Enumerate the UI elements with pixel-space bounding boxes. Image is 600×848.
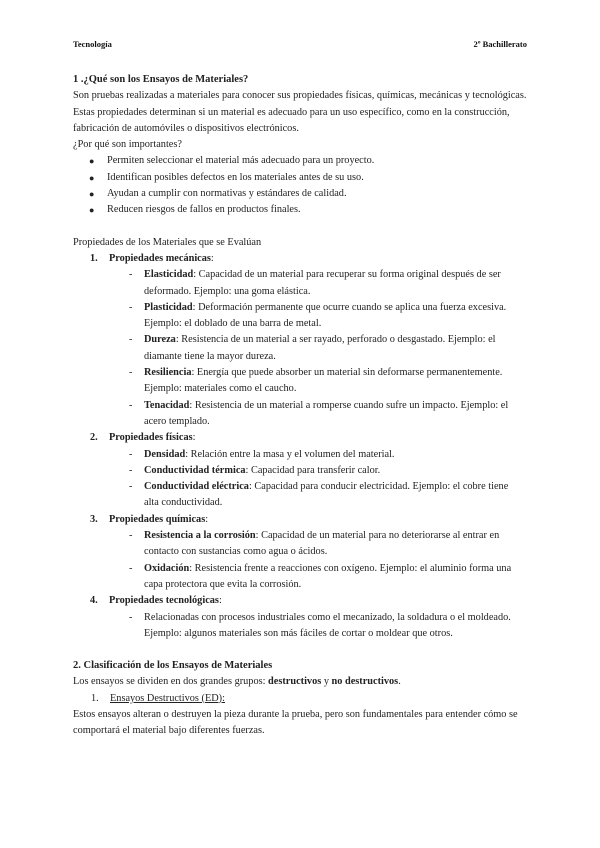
destructive-desc-line: Estos ensayos alteran o destruyen la pieza durante la prueba, pero son fundamentales para entender cómo se [73, 708, 518, 720]
document-body [73, 72, 533, 740]
property-item: - Relacionadas con procesos industriales como el mecanizado, la soldadura o el moldeado. Ejemplo: algunos materiales son más fáciles de cortar o moldear que otros. [129, 611, 511, 639]
bullet-item: ● Identifican posibles defectos en los materiales antes de su uso. [73, 170, 533, 186]
intro-line: fabricación de automóviles o dispositivos electrónicos. [73, 122, 299, 134]
property-group-mechanical: 1. Propiedades mecánicas: [90, 252, 214, 264]
header-subject: Tecnología [73, 39, 112, 49]
property-group-technological: 4. Propiedades tecnológicas: [90, 595, 222, 607]
property-item: - Oxidación: Resistencia frente a reacciones con oxígeno. Ejemplo: el aluminio forma una capa protectora que evita la corrosión. [129, 562, 512, 590]
destructive-tests-heading: 1. Ensayos Destructivos (ED): [91, 692, 225, 704]
importance-question: ¿Por qué son importantes? [73, 139, 182, 151]
property-item: - Resiliencia: Energía que puede absorber un material sin deformarse permanentemente. Ejemplo: materiales como el caucho. [129, 367, 503, 395]
property-item: - Resistencia a la corrosión: Capacidad de un material para no deteriorarse al entrar en contacto con sustancias como agua o ácidos. [129, 530, 500, 558]
intro-line: Estas propiedades determinan si un material es adecuado para un uso específico, como en la construcción, [73, 106, 510, 118]
bullet-item: ● Reducen riesgos de fallos en productos finales. [73, 202, 533, 218]
bullet-item: ● Permiten seleccionar el material más adecuado para un proyecto. [73, 153, 533, 169]
bullet-icon: ● [89, 172, 95, 183]
property-item: - Conductividad eléctrica: Capacidad para conducir electricidad. Ejemplo: el cobre tiene alta conductividad. [129, 481, 509, 509]
property-item: - Conductividad térmica: Capacidad para transferir calor. [129, 464, 381, 476]
section-1-title: 1 .¿Qué son los Ensayos de Materiales? [73, 74, 249, 85]
classification-intro: Los ensayos se dividen en dos grandes grupos: destructivos y no destructivos. [73, 676, 401, 688]
property-item: - Plasticidad: Deformación permanente que ocurre cuando se aplica una fuerza excesiva. Ejemplo: el doblado de una barra de metal. [129, 301, 507, 330]
bullet-item: ● Ayudan a cumplir con normativas y estándares de calidad. [73, 186, 533, 202]
property-group-physical: 2. Propiedades físicas: [90, 432, 196, 444]
intro-line: Son pruebas realizadas a materiales para conocer sus propiedades físicas, químicas, mecánicas y tecnológicas. [73, 90, 527, 102]
property-item: - Densidad: Relación entre la masa y el volumen del material. [129, 448, 395, 460]
bullet-icon: ● [89, 156, 95, 167]
destructive-desc-line: comportará el material bajo diferentes fuerzas. [73, 725, 265, 737]
properties-intro: Propiedades de los Materiales que se Evalúan [73, 236, 262, 248]
bullet-icon: ● [89, 205, 95, 216]
property-group-chemical: 3. Propiedades químicas: [90, 513, 209, 525]
property-item: - Dureza: Resistencia de un material a ser rayado, perforado o desgastado. Ejemplo: el diamante tiene la mayor dureza. [129, 334, 496, 362]
header-course: 2º Bachillerato [473, 39, 527, 49]
section-2-title: 2. Clasificación de los Ensayos de Materiales [73, 660, 273, 672]
property-item: - Elasticidad: Capacidad de un material para recuperar su forma original después de ser deformado. Ejemplo: una goma elástica. [129, 269, 501, 297]
bullet-icon: ● [89, 189, 95, 200]
property-item: - Tenacidad: Resistencia de un material a romperse cuando sufre un impacto. Ejemplo: el acero templado. [129, 399, 509, 427]
